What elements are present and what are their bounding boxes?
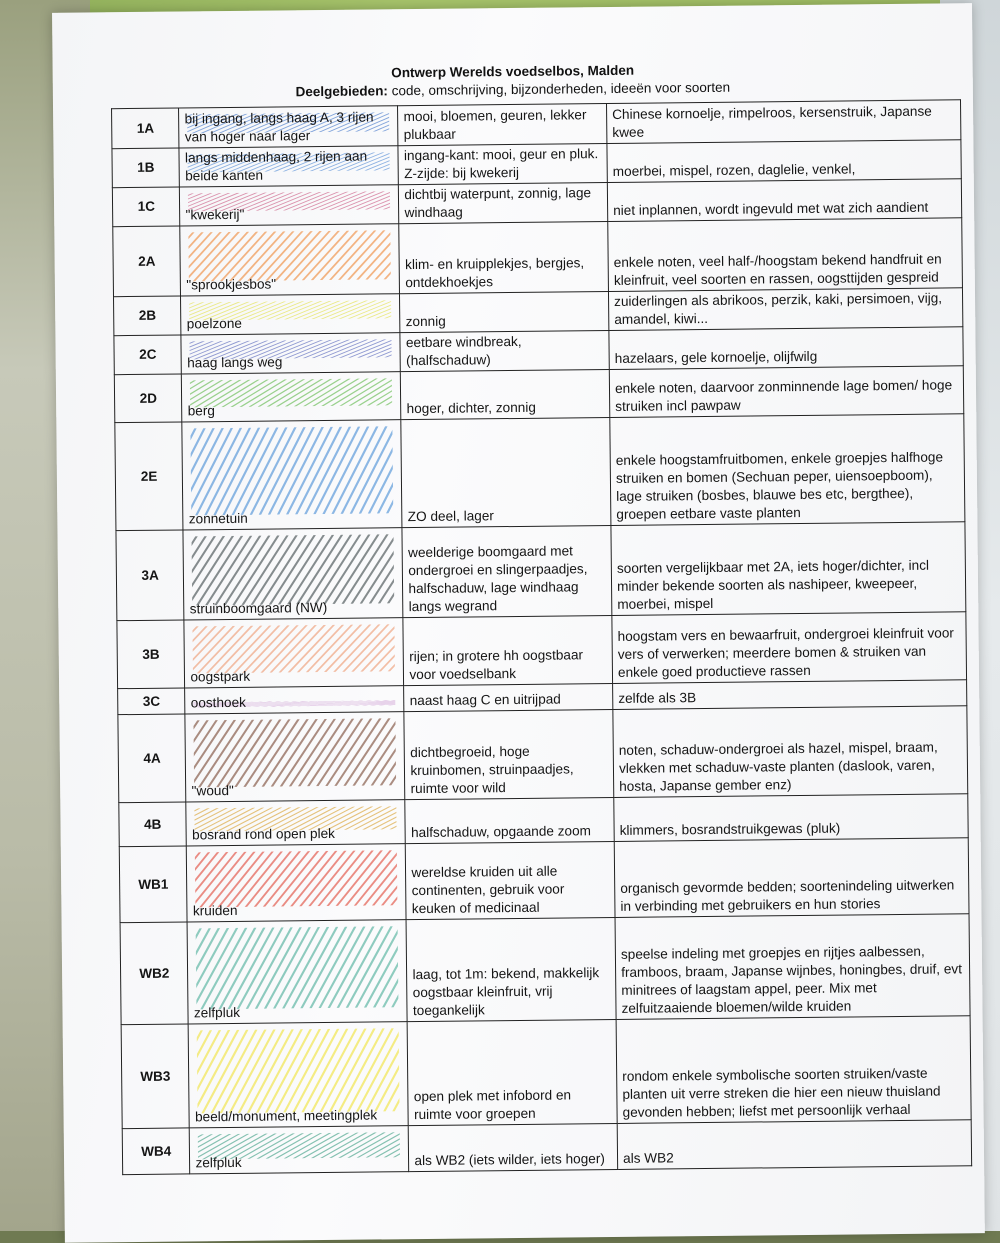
zone-description: berg: [187, 403, 215, 419]
table-row: [115, 414, 965, 531]
zone-specifics: halfschaduw, opgaande zoom: [405, 797, 614, 843]
zone-species-ideas: enkele noten, veel half-/hoogstam bekend handfruit en kleinfruit, veel soorten en rassen, oogsttijden gespreid: [608, 218, 963, 292]
zone-specifics: zonnig: [400, 292, 609, 333]
hatch-marks: [195, 850, 398, 907]
zone-specifics: dichtbegroeid, hoge kruinbomen, struinpaadjes, ruimte voor wild: [404, 709, 614, 799]
zone-code: 1C: [112, 187, 180, 227]
zone-species-ideas: niet inplannen, wordt ingevuld met wat zich aandient: [607, 179, 961, 222]
zone-specifics: laag, tot 1m: bekend, makkelijk oogstbaar kleinfruit, vrij toegankelijk: [406, 917, 616, 1021]
zone-specifics: open plek met infobord en ruimte voor groepen: [408, 1019, 618, 1125]
zones-table: [111, 99, 972, 1175]
hatch-marks: [192, 534, 395, 605]
zone-specifics: dichtbij waterpunt, zonnig, lage windhaag: [399, 183, 608, 224]
zone-description-cell: [182, 372, 401, 422]
zone-description-cell: [190, 1126, 409, 1174]
color-scribble: [194, 718, 397, 787]
zone-code: WB1: [119, 846, 187, 923]
zone-description: beeld/monument, meetingplek: [194, 1107, 378, 1125]
zone-description-cell: [185, 686, 404, 714]
zone-species-ideas: moerbei, mispel, rozen, daglelie, venkel,: [607, 140, 961, 183]
zone-description: bosrand rond open plek: [192, 825, 336, 843]
zone-species-ideas: enkele hoogstamfruitbomen, enkele groepjes halfhoge struiken en bomen (Sechuan peper, uiensoepboom), lage struiken (bosbes, blauwe bes etc, bergthee), groepen eetbare vaste planten: [610, 414, 965, 526]
zone-species-ideas: organisch gevormde bedden; soortenindeling uitwerken in verbinding met gebruikers en hun stories: [614, 838, 969, 918]
table-row: [117, 612, 967, 689]
zone-description-cell: [180, 185, 399, 226]
zone-code: 2C: [114, 335, 182, 375]
hatch-marks: [191, 426, 394, 515]
zone-specifics: ZO deel, lager: [401, 417, 611, 527]
zone-code: 3A: [116, 530, 184, 621]
table-row: [120, 914, 970, 1025]
zone-description-cell: [179, 106, 398, 148]
zone-code: 3C: [118, 688, 186, 715]
zone-specifics: weelderige boomgaard met ondergroei en slingerpaadjes, halfschaduw, lage windhaag langs wegrand: [402, 525, 612, 617]
zone-specifics: ingang-kant: mooi, geur en pluk. Z-zijde: bij kwekerij: [398, 144, 607, 185]
document-title: Ontwerp Werelds voedselbos, Malden: [391, 62, 635, 81]
zone-specifics: naast haag C en uitrijpad: [404, 683, 613, 711]
zone-description-cell: [188, 920, 408, 1024]
zone-code: 4A: [118, 714, 186, 803]
zone-description: oosthoek: [190, 694, 246, 711]
zone-description-cell: [181, 294, 400, 335]
zone-code: WB2: [120, 922, 189, 1025]
zone-species-ideas: soorten vergelijkbaar met 2A, iets hoger/dichter, incl minder bekende soorten als nashipeer, kweepeer, moerbei, mispel: [611, 522, 966, 616]
zone-description: "woud": [191, 782, 234, 799]
zone-code: 3B: [117, 620, 185, 689]
table-row: [116, 522, 966, 621]
zone-description-cell: [179, 146, 398, 187]
zone-description: oogstpark: [190, 668, 251, 685]
zone-description-cell: [187, 844, 407, 922]
table-row: [121, 1016, 971, 1129]
zone-description: "kwekerij": [185, 206, 245, 223]
zone-specifics: hoger, dichter, zonnig: [401, 370, 610, 420]
subtitle-label: Deelgebieden:: [295, 83, 388, 100]
color-scribble: [195, 850, 398, 907]
color-scribble: [191, 426, 394, 515]
zone-species-ideas: hazelaars, gele kornoelje, olijfwilg: [609, 327, 963, 370]
zone-description-cell: [182, 420, 402, 530]
zone-description: "sprookjesbos": [186, 276, 277, 293]
zone-description: langs middenhaag, 2 rijen aan beide kanten: [184, 148, 368, 184]
zone-description-cell: [184, 618, 404, 688]
zone-description-cell: [183, 528, 403, 620]
zone-code: 4B: [119, 802, 187, 847]
table-row: [119, 838, 969, 923]
zone-specifics: mooi, bloemen, geuren, lekker plukbaar: [398, 104, 607, 146]
zone-species-ideas: rondom enkele symbolische soorten struiken/vaste planten uit verre streken die hier een nieuw thuisland gevonden hebben; liefst met persoonlijk verhaal: [616, 1016, 971, 1124]
zone-specifics: als WB2 (iets wilder, iets hoger): [409, 1123, 618, 1171]
zone-species-ideas: klimmers, bosrandstruikgewas (pluk): [614, 794, 968, 842]
zone-specifics: eetbare windbreak, (halfschaduw): [400, 331, 609, 372]
zone-description-cell: [185, 712, 405, 802]
zone-description: poelzone: [186, 315, 243, 332]
zone-code: 1B: [112, 148, 180, 188]
zone-description-cell: [186, 800, 405, 846]
hatch-marks: [196, 926, 399, 1009]
zone-species-ideas: noten, schaduw-ondergroei als hazel, mispel, braam, vlekken met schaduw-vaste planten (daslook, varen, hosta, Japanse gember enz): [613, 706, 968, 798]
zone-species-ideas: zuiderlingen als abrikoos, perzik, kaki, persimoen, vijg, amandel, kiwi...: [609, 288, 963, 331]
zone-code: 2A: [113, 226, 181, 297]
table-row: [118, 706, 968, 803]
table-row: [122, 1120, 971, 1175]
zone-description-cell: [181, 333, 400, 374]
color-scribble: [197, 1028, 400, 1113]
zone-species-ideas: Chinese kornoelje, rimpelroos, kersenstruik, Japanse kwee: [607, 100, 961, 144]
zone-species-ideas: hoogstam vers en bewaarfruit, ondergroei kleinfruit voor vers of verwerken; meerdere bomen & struiken van enkele goed productieve rassen: [612, 612, 967, 684]
zone-code: 2D: [114, 374, 182, 423]
zone-species-ideas: zelfde als 3B: [613, 680, 967, 710]
zone-code: 2E: [115, 422, 184, 531]
zone-specifics: rijen; in grotere hh oogstbaar voor voedselbank: [403, 615, 612, 685]
color-scribble: [196, 926, 399, 1009]
zone-description: struinboomgaard (NW): [189, 599, 328, 617]
zone-code: WB4: [122, 1128, 190, 1175]
zone-description: haag langs weg: [187, 354, 283, 371]
zone-description: bij ingang, langs haag A, 3 rijen van hoger naar lager: [184, 109, 374, 145]
zone-code: 2B: [114, 296, 182, 336]
hatch-marks: [197, 1028, 400, 1113]
zone-code: 1A: [112, 108, 180, 149]
color-scribble: [192, 534, 395, 605]
subtitle-text: code, omschrijving, bijzonderheden, ideeën voor soorten: [387, 79, 731, 99]
table-row: [113, 218, 963, 297]
zone-species-ideas: als WB2: [617, 1120, 971, 1170]
zone-description-cell: [180, 224, 400, 296]
zone-species-ideas: speelse indeling met groepjes en rijtjes aalbessen, framboos, braam, Japanse wijnbes, honingbes, druif, evt minitrees of laagstam appel, peer. Mix met zelfuitzaaiende bloemen/wilde kruiden: [615, 914, 970, 1020]
zone-specifics: wereldse kruiden uit alle continenten, gebruik voor keuken of medicinaal: [406, 841, 615, 919]
zone-description: zelfpluk: [195, 1154, 242, 1171]
zone-description-cell: [189, 1022, 409, 1128]
zone-code: WB3: [121, 1024, 190, 1129]
document-sheet: [52, 3, 985, 1243]
zone-description: zelfpluk: [193, 1004, 241, 1021]
zone-description: zonnetuin: [188, 510, 248, 527]
hatch-marks: [194, 718, 397, 787]
zone-description: kruiden: [192, 902, 238, 919]
zone-species-ideas: enkele noten, daarvoor zonminnende lage bomen/ hoge struiken incl pawpaw: [609, 366, 963, 418]
zone-specifics: klim- en kruipplekjes, bergjes, ontdekhoekjes: [399, 222, 608, 294]
